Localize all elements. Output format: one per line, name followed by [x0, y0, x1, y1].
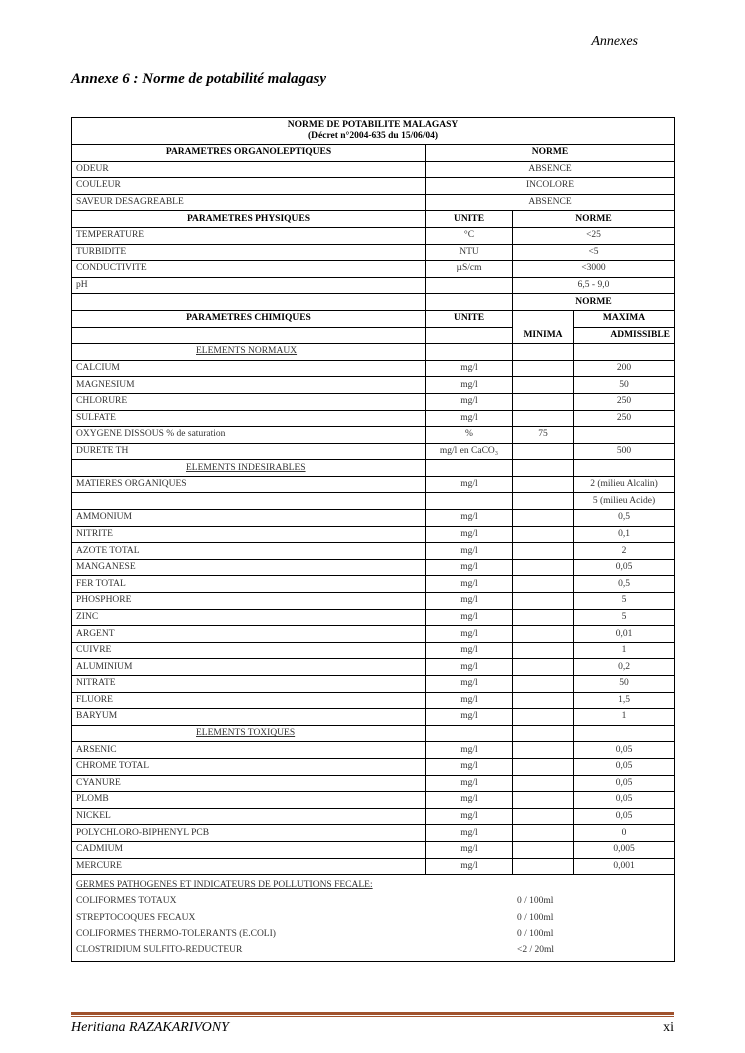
param-max: 50 [574, 676, 675, 693]
param-min [513, 526, 574, 543]
physiques-unit-header: UNITE [426, 211, 513, 228]
germe-name: COLIFORMES THERMO-TOLERANTS (E.COLI) [76, 929, 276, 940]
param-norme: INCOLORE [426, 178, 675, 195]
toxiques-row [72, 775, 675, 792]
param-max: 0,1 [574, 526, 675, 543]
param-name: pH [72, 277, 426, 294]
indesirables-row [72, 576, 675, 593]
param-name: ZINC [72, 609, 426, 626]
param-unit: mg/l [426, 609, 513, 626]
chimiques-norme-header: NORME [513, 294, 675, 311]
param-name: DURETE TH [72, 443, 426, 460]
germe-name: CLOSTRIDIUM SULFITO-REDUCTEUR [76, 945, 243, 956]
param-name: MERCURE [72, 858, 426, 875]
param-unit: mg/l [426, 410, 513, 427]
organo-row [72, 161, 675, 178]
param-max: 0 [574, 825, 675, 842]
param-min [513, 775, 574, 792]
toxiques-row [72, 858, 675, 875]
organo-row [72, 194, 675, 211]
param-max: 0,05 [574, 775, 675, 792]
chimiques-header: PARAMETRES CHIMIQUES [72, 310, 426, 327]
param-unit: mg/l [426, 510, 513, 527]
param-norme: ABSENCE [426, 194, 675, 211]
param-name: ARSENIC [72, 742, 426, 759]
indesirables-row [72, 659, 675, 676]
param-name: POLYCHLORO-BIPHENYL PCB [72, 825, 426, 842]
param-name: FLUORE [72, 692, 426, 709]
param-unit: mg/l [426, 709, 513, 726]
indesirables-row [72, 476, 675, 493]
germe-value: 0 / 100ml [517, 896, 554, 907]
param-min [513, 493, 574, 510]
param-name: ODEUR [72, 161, 426, 178]
param-max: 0,05 [574, 559, 675, 576]
indesirables-row [72, 609, 675, 626]
param-unit: mg/l [426, 775, 513, 792]
indesirables-row [72, 559, 675, 576]
param-min [513, 559, 574, 576]
param-name: COULEUR [72, 178, 426, 195]
potability-table [71, 117, 675, 962]
param-max: 1,5 [574, 692, 675, 709]
toxiques-row [72, 825, 675, 842]
param-max: 0,05 [574, 758, 675, 775]
physiques-row [72, 244, 675, 261]
param-min [513, 676, 574, 693]
param-unit: mg/l [426, 576, 513, 593]
physiques-row [72, 227, 675, 244]
footer-rule-thin [71, 1016, 674, 1017]
toxiques-row [72, 841, 675, 858]
param-unit: mg/l [426, 825, 513, 842]
organo-header-row [72, 145, 675, 162]
param-name [72, 493, 426, 510]
param-unit: °C [426, 227, 513, 244]
param-min [513, 659, 574, 676]
param-unit: mg/l [426, 377, 513, 394]
param-name: SAVEUR DESAGREABLE [72, 194, 426, 211]
param-unit: mg/l [426, 476, 513, 493]
param-unit: NTU [426, 244, 513, 261]
param-unit: mg/l [426, 692, 513, 709]
param-name: OXYGENE DISSOUS % de saturation [72, 427, 426, 444]
param-unit: % [426, 427, 513, 444]
param-name: CONDUCTIVITE [72, 261, 426, 278]
param-max: 0,5 [574, 510, 675, 527]
param-name: ARGENT [72, 626, 426, 643]
param-unit: mg/l [426, 393, 513, 410]
param-unit: mg/l [426, 593, 513, 610]
param-name: NICKEL [72, 808, 426, 825]
param-min [513, 410, 574, 427]
param-max: 0,001 [574, 858, 675, 875]
param-max: 250 [574, 393, 675, 410]
indesirables-row [72, 692, 675, 709]
param-max: 5 (milieu Acide) [574, 493, 675, 510]
param-max: 200 [574, 360, 675, 377]
param-unit: mg/l [426, 808, 513, 825]
toxiques-row [72, 758, 675, 775]
indesirables-row [72, 676, 675, 693]
germes-block [72, 875, 675, 961]
param-name: MANGANESE [72, 559, 426, 576]
indesirables-row [72, 543, 675, 560]
param-norme: <25 [513, 227, 675, 244]
param-min [513, 443, 574, 460]
param-min [513, 825, 574, 842]
param-unit: mg/l [426, 526, 513, 543]
param-min [513, 360, 574, 377]
param-name: PLOMB [72, 792, 426, 809]
param-max: 500 [574, 443, 675, 460]
param-unit: mg/l en CaCO₃ [426, 443, 513, 460]
chimiques-subheader-row [72, 327, 675, 344]
param-unit: mg/l [426, 676, 513, 693]
param-unit: mg/l [426, 360, 513, 377]
param-unit: mg/l [426, 742, 513, 759]
param-min [513, 393, 574, 410]
param-min [513, 543, 574, 560]
indesirables-row [72, 593, 675, 610]
param-unit: mg/l [426, 543, 513, 560]
param-max: 0,01 [574, 626, 675, 643]
param-name: BARYUM [72, 709, 426, 726]
param-min [513, 510, 574, 527]
param-max: 2 (milieu Alcalin) [574, 476, 675, 493]
indesirables-row [72, 709, 675, 726]
param-min [513, 576, 574, 593]
indesirables-row [72, 626, 675, 643]
running-header: Annexes [591, 34, 638, 49]
chimiques-norme-row [72, 294, 675, 311]
param-name: TURBIDITE [72, 244, 426, 261]
param-norme: <5 [513, 244, 675, 261]
param-name: CHLORURE [72, 393, 426, 410]
page-number: xi [663, 1020, 674, 1035]
table-decree: (Décret n°2004-635 du 15/06/04) [308, 131, 439, 141]
param-max: 0,5 [574, 576, 675, 593]
param-unit: mg/l [426, 792, 513, 809]
param-name: MAGNESIUM [72, 377, 426, 394]
param-min [513, 476, 574, 493]
param-name: CHROME TOTAL [72, 758, 426, 775]
param-name: NITRITE [72, 526, 426, 543]
chimiques-unit-header: UNITE [426, 310, 513, 327]
param-unit [426, 493, 513, 510]
param-name: NITRATE [72, 676, 426, 693]
physiques-row [72, 261, 675, 278]
organo-norme-header: NORME [426, 145, 675, 162]
section-label: ELEMENTS INDESIRABLES [186, 462, 306, 473]
germe-value: 0 / 100ml [517, 912, 554, 923]
param-unit: mg/l [426, 559, 513, 576]
section-label-row [72, 725, 675, 742]
indesirables-row [72, 642, 675, 659]
indesirables-row [72, 493, 675, 510]
footer-rule [71, 1012, 674, 1015]
param-unit: mg/l [426, 841, 513, 858]
param-min [513, 626, 574, 643]
param-max: 0,05 [574, 792, 675, 809]
param-min [513, 709, 574, 726]
table-main-title: NORME DE POTABILITE MALAGASY [287, 120, 459, 130]
param-max: 5 [574, 593, 675, 610]
param-max: 2 [574, 543, 675, 560]
annex-title: Annexe 6 : Norme de potabilité malagasy [71, 71, 326, 87]
param-max: 0,05 [574, 808, 675, 825]
normaux-row [72, 360, 675, 377]
param-name: CUIVRE [72, 642, 426, 659]
param-name: FER TOTAL [72, 576, 426, 593]
param-min [513, 377, 574, 394]
param-name: MATIERES ORGANIQUES [72, 476, 426, 493]
section-label-row [72, 460, 675, 477]
physiques-norme-header: NORME [513, 211, 675, 228]
param-unit [426, 277, 513, 294]
germe-value: 0 / 100ml [517, 929, 554, 940]
param-name: AZOTE TOTAL [72, 543, 426, 560]
germes-row [76, 910, 670, 926]
param-unit: µS/cm [426, 261, 513, 278]
param-max: 0,005 [574, 841, 675, 858]
section-label: ELEMENTS NORMAUX [196, 346, 298, 357]
param-unit: mg/l [426, 626, 513, 643]
param-min [513, 758, 574, 775]
param-name: CYANURE [72, 775, 426, 792]
param-max: 5 [574, 609, 675, 626]
param-norme: <3000 [513, 261, 675, 278]
param-min [513, 792, 574, 809]
param-max: 1 [574, 642, 675, 659]
param-name: ALUMINIUM [72, 659, 426, 676]
normaux-row [72, 443, 675, 460]
germes-header: GERMES PATHOGENES ET INDICATEURS DE POLLUTIONS FECALE: [76, 880, 373, 891]
param-name: SULFATE [72, 410, 426, 427]
param-min [513, 808, 574, 825]
param-unit: mg/l [426, 858, 513, 875]
physiques-row [72, 277, 675, 294]
param-name: CALCIUM [72, 360, 426, 377]
normaux-row [72, 410, 675, 427]
toxiques-row [72, 742, 675, 759]
param-max: 250 [574, 410, 675, 427]
param-norme: 6,5 - 9,0 [513, 277, 675, 294]
param-min [513, 642, 574, 659]
param-min [513, 742, 574, 759]
organo-header: PARAMETRES ORGANOLEPTIQUES [72, 145, 426, 162]
param-unit: mg/l [426, 659, 513, 676]
param-max: 50 [574, 377, 675, 394]
param-min [513, 593, 574, 610]
normaux-row [72, 427, 675, 444]
table-title-row [72, 118, 675, 145]
chimiques-header-row [72, 310, 675, 327]
indesirables-row [72, 526, 675, 543]
param-min [513, 858, 574, 875]
param-max [574, 427, 675, 444]
physiques-header-row [72, 211, 675, 228]
organo-row [72, 178, 675, 195]
germe-value: <2 / 20ml [517, 945, 555, 956]
param-name: TEMPERATURE [72, 227, 426, 244]
param-name: PHOSPHORE [72, 593, 426, 610]
toxiques-row [72, 792, 675, 809]
germe-name: COLIFORMES TOTAUX [76, 896, 177, 907]
normaux-row [72, 377, 675, 394]
germes-row [76, 926, 670, 942]
germe-name: STREPTOCOQUES FECAUX [76, 912, 196, 923]
admissible-header: ADMISSIBLE [574, 327, 675, 344]
param-max: 0,05 [574, 742, 675, 759]
param-min [513, 609, 574, 626]
toxiques-row [72, 808, 675, 825]
param-max: 1 [574, 709, 675, 726]
maxima-header: MAXIMA [574, 310, 675, 327]
normaux-row [72, 393, 675, 410]
param-unit: mg/l [426, 758, 513, 775]
param-max: 0,2 [574, 659, 675, 676]
param-min [513, 841, 574, 858]
footer-author: Heritiana RAZAKARIVONY [71, 1020, 229, 1035]
germes-row [76, 942, 670, 958]
param-unit: mg/l [426, 642, 513, 659]
param-min: 75 [513, 427, 574, 444]
param-norme: ABSENCE [426, 161, 675, 178]
physiques-header: PARAMETRES PHYSIQUES [72, 211, 426, 228]
section-label: ELEMENTS TOXIQUES [196, 728, 296, 739]
indesirables-row [72, 510, 675, 527]
minima-header: MINIMA [513, 327, 574, 344]
param-min [513, 692, 574, 709]
section-label-row [72, 344, 675, 361]
param-name: CADMIUM [72, 841, 426, 858]
germes-row [76, 893, 670, 909]
param-name: AMMONIUM [72, 510, 426, 527]
